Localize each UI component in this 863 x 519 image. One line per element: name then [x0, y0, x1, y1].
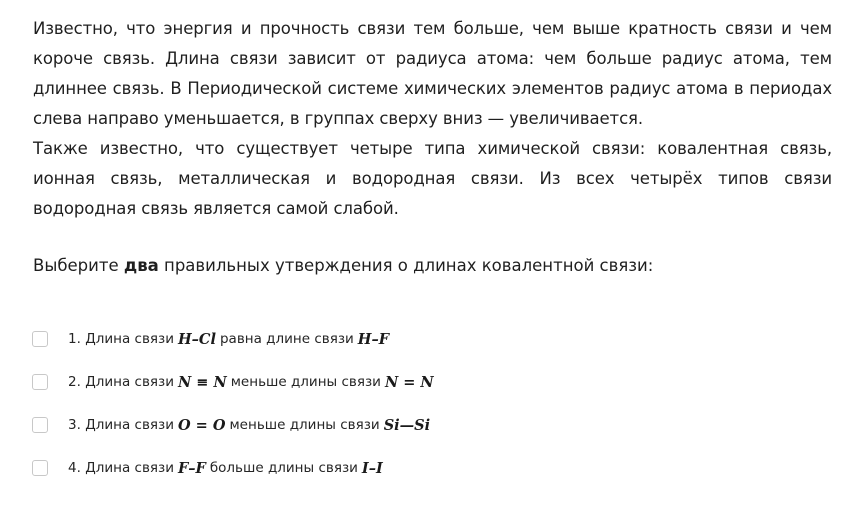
intro-paragraph-2: Также известно, что существует четыре типа химической связи: ковалентная связь, ионная связь, металлическая и водородная связи. Из всех четырёх типов связи водородная связь является самой слабой.	[33, 139, 832, 218]
option-text-middle: равна длине связи	[219, 331, 354, 347]
option-formula-2: H–F	[357, 330, 390, 348]
checkbox-option-3[interactable]	[32, 417, 48, 433]
option-number: 4.	[68, 460, 81, 476]
option-formula-1: O = O	[177, 416, 226, 434]
option-text-middle: меньше длины связи	[230, 374, 381, 390]
checkbox-option-1[interactable]	[32, 331, 48, 347]
option-formula-2: I–I	[361, 459, 383, 477]
option-formula-1: F–F	[177, 459, 206, 477]
option-formula-2: Si—Si	[383, 416, 431, 434]
intro-text	[33, 14, 832, 224]
option-text-before: Длина связи	[85, 417, 174, 433]
question-prompt	[33, 251, 653, 281]
intro-paragraph-1: Известно, что энергия и прочность связи тем больше, чем выше кратность связи и чем короче связь. Длина связи зависит от радиуса атома: чем больше радиус атома, тем длиннее связь. В Периодической системе химических элементов радиус атома в периодах слева направо уменьшается, в группах сверху вниз — увеличивается.	[33, 19, 832, 128]
option-formula-2: N = N	[384, 373, 434, 391]
answer-option-1[interactable]	[32, 324, 438, 354]
option-text-before: Длина связи	[85, 374, 174, 390]
answer-option-2[interactable]	[32, 367, 438, 397]
answer-option-4[interactable]	[32, 453, 438, 483]
option-number: 2.	[68, 374, 81, 390]
answer-options	[32, 324, 438, 496]
option-text-before: Длина связи	[85, 331, 174, 347]
answer-option-3[interactable]	[32, 410, 438, 440]
checkbox-option-4[interactable]	[32, 460, 48, 476]
checkbox-option-2[interactable]	[32, 374, 48, 390]
question-prefix: Выберите	[33, 256, 124, 275]
question-suffix: правильных утверждения о длинах ковалентной связи:	[158, 256, 654, 275]
question-emphasis: два	[123, 256, 159, 275]
option-number: 1.	[68, 331, 81, 347]
option-text-middle: больше длины связи	[209, 460, 358, 476]
option-formula-1: N ≡ N	[177, 373, 227, 391]
option-text-before: Длина связи	[85, 460, 174, 476]
option-formula-1: H–Cl	[177, 330, 216, 348]
option-text-middle: меньше длины связи	[229, 417, 380, 433]
option-number: 3.	[68, 417, 81, 433]
